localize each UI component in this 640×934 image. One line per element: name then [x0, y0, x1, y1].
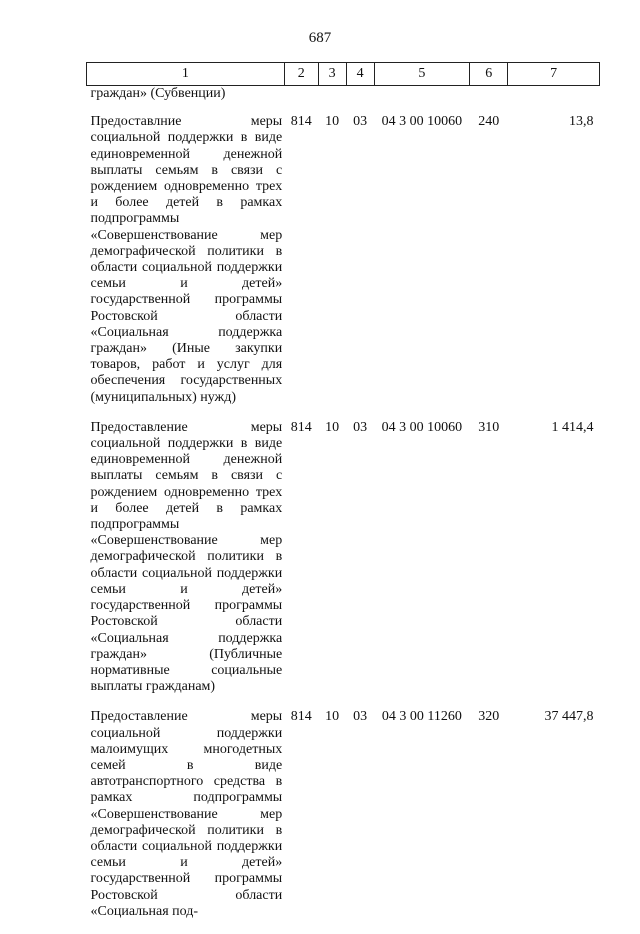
row-target-article: 04 3 00 10060 — [381, 114, 463, 130]
row-subsection: 03 — [353, 114, 368, 130]
row-expense-type: 310 — [478, 419, 500, 435]
header-cell-4: 4 — [346, 63, 374, 86]
row-description: Предоставление меры социальной поддержки малоимущих многодетных семей в виде автотранспортного средства в рамках подпрограммы «Совершенствование мер демографической политики в области социальной поддержки семьи и детей» государственной программы Ростовской области «Социальная под- — [90, 709, 283, 919]
table-row — [87, 420, 600, 709]
row-subsection: 03 — [353, 419, 368, 435]
header-row — [87, 63, 600, 86]
row-admin-code: 814 — [290, 419, 312, 435]
continuation-row — [87, 86, 600, 115]
header-cell-5: 5 — [374, 63, 470, 86]
row-admin-code: 814 — [290, 709, 312, 725]
row-section: 10 — [325, 709, 340, 725]
row-target-article: 04 3 00 10060 — [381, 419, 463, 435]
table-row — [87, 709, 600, 934]
row-target-article: 04 3 00 11260 — [381, 709, 462, 725]
row-amount: 1 414,4 — [551, 419, 594, 435]
header-cell-3: 3 — [318, 63, 346, 86]
row-description: Предоставлние меры социальной поддержки в виде единовременной денежной выплаты семьям в связи с рождением одновременно трех и более детей в рамках подпрограммы «Совершенствование мер демографической политики в области социальной поддержки семьи и детей» государственной программы Ростовской области «Социальная поддержка граждан» (Иные закупки товаров, работ и услуг для обеспечения государственных (муниципальных) нужд) — [90, 114, 283, 405]
row-section: 10 — [325, 114, 340, 130]
row-expense-type: 320 — [478, 709, 500, 725]
table-row — [87, 114, 600, 420]
row-subsection: 03 — [353, 709, 368, 725]
header-cell-7: 7 — [508, 63, 600, 86]
row-amount: 37 447,8 — [544, 709, 594, 725]
header-cell-2: 2 — [284, 63, 318, 86]
row-section: 10 — [325, 419, 340, 435]
header-cell-6: 6 — [470, 63, 508, 86]
row-description: Предоставление меры социальной поддержки в виде единовременной денежной выплаты семьям в связи с рождением одновременно трех и более детей в рамках подпрограммы «Совершенствование мер демографической политики в области социальной поддержки семьи и детей» государственной программы Ростовской области «Социальная поддержка граждан» (Публичные нормативные социальные выплаты гражданам) — [90, 419, 283, 695]
row-admin-code: 814 — [290, 114, 312, 130]
header-cell-1: 1 — [87, 63, 285, 86]
continuation-text: граждан» (Субвенции) — [90, 86, 226, 101]
row-amount: 13,8 — [569, 114, 594, 130]
budget-table — [86, 62, 600, 934]
row-expense-type: 240 — [478, 114, 500, 130]
page-number: 687 — [308, 30, 332, 46]
